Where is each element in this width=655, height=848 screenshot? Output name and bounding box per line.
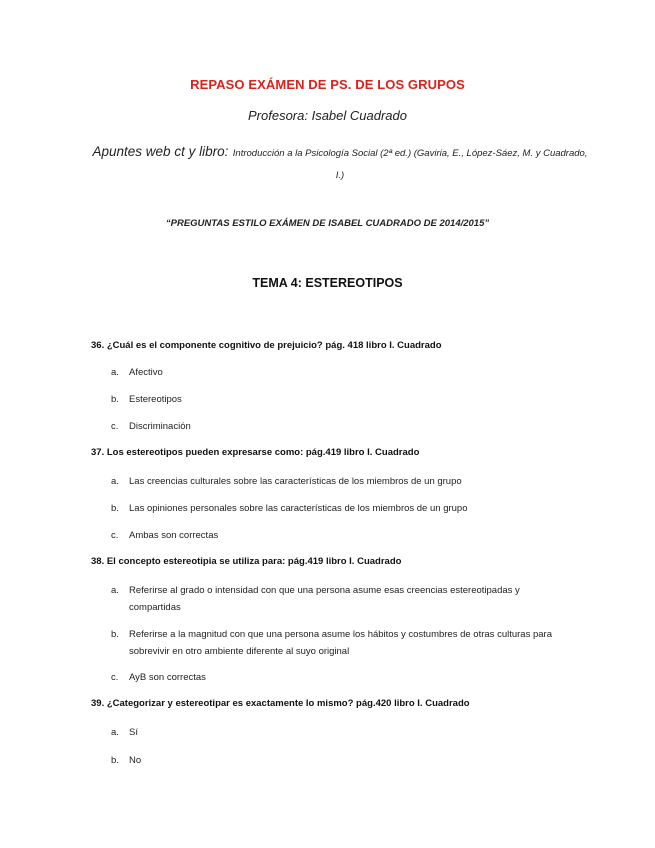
option-text: Afectivo xyxy=(129,367,163,378)
option-letter: b. xyxy=(111,629,119,640)
answer-option xyxy=(111,418,571,435)
option-text: Ambas son correctas xyxy=(129,530,219,541)
answer-option xyxy=(111,527,571,544)
option-text: Las creencias culturales sobre las características de los miembros de un grupo xyxy=(129,476,462,487)
notes-lead: Apuntes web ct y libro: xyxy=(92,144,229,159)
answer-option xyxy=(111,582,571,616)
option-letter: c. xyxy=(111,672,119,683)
option-text: Discriminación xyxy=(129,421,191,432)
answer-option xyxy=(111,752,571,769)
section-title: TEMA 4: ESTEREOTIPOS xyxy=(252,276,403,290)
option-text: AyB son correctas xyxy=(129,672,206,683)
option-letter: a. xyxy=(111,476,119,487)
notes-book-ref: Introducción a la Psicología Social (2ª ed.) (Gaviria, E., López-Sáez, M. y Cuadrado, I.) xyxy=(232,148,588,181)
option-letter: b. xyxy=(111,755,119,766)
option-letter: c. xyxy=(111,421,119,432)
professor-line: Profesora: Isabel Cuadrado xyxy=(248,108,407,123)
exam-subtitle: “PREGUNTAS ESTILO EXÁMEN DE ISABEL CUADRADO DE 2014/2015” xyxy=(165,218,490,229)
question-39: 39. ¿Categorizar y estereotipar es exactamente lo mismo? pág.420 libro I. Cuadrado xyxy=(91,698,470,709)
option-text: Estereotipos xyxy=(129,394,182,405)
option-text: Las opiniones personales sobre las características de los miembros de un grupo xyxy=(129,503,468,514)
option-text: Sí xyxy=(129,727,138,738)
option-text: Referirse al grado o intensidad con que una persona asume esas creencias estereotipadas y compartidas xyxy=(129,585,520,613)
answer-option xyxy=(111,669,571,686)
answer-option xyxy=(111,500,571,517)
notes-reference xyxy=(90,142,590,186)
answer-option xyxy=(111,364,571,381)
question-36: 36. ¿Cuál es el componente cognitivo de prejuicio? pág. 418 libro I. Cuadrado xyxy=(91,340,442,351)
option-letter: c. xyxy=(111,530,119,541)
option-letter: a. xyxy=(111,585,119,596)
answer-option xyxy=(111,391,571,408)
option-letter: b. xyxy=(111,394,119,405)
question-38: 38. El concepto estereotipia se utiliza para: pág.419 libro I. Cuadrado xyxy=(91,556,402,567)
option-letter: a. xyxy=(111,367,119,378)
option-text: Referirse a la magnitud con que una persona asume los hábitos y costumbres de otras culturas para sobrevivir en otro ambiente diferente al suyo original xyxy=(129,629,552,657)
answer-option xyxy=(111,724,571,741)
document-title: REPASO EXÁMEN DE PS. DE LOS GRUPOS xyxy=(190,77,465,92)
answer-option xyxy=(111,626,571,660)
answer-option xyxy=(111,473,571,490)
option-letter: b. xyxy=(111,503,119,514)
option-letter: a. xyxy=(111,727,119,738)
question-37: 37. Los estereotipos pueden expresarse como: pág.419 libro I. Cuadrado xyxy=(91,447,420,458)
option-text: No xyxy=(129,755,142,766)
